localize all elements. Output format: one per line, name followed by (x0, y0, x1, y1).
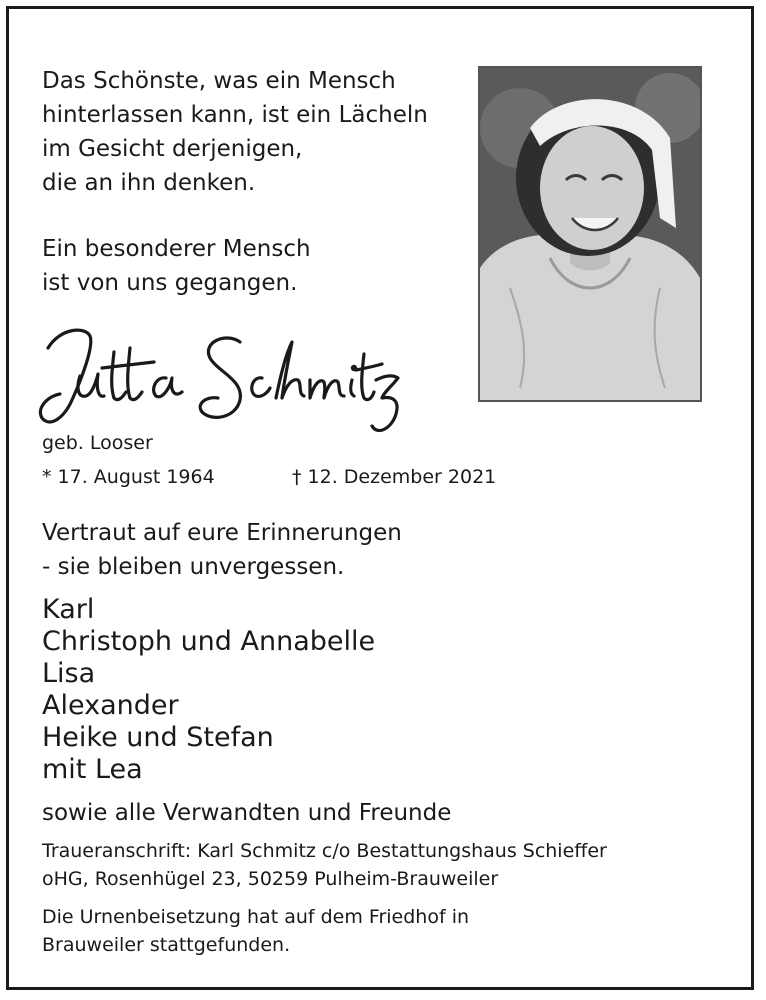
portrait-photo (478, 66, 702, 402)
quote-line: Das Schönste, was ein Mensch (42, 68, 396, 94)
intro-line: ist von uns gegangen. (42, 270, 298, 296)
address-line: oHG, Rosenhügel 23, 50259 Pulheim-Brauweiler (42, 868, 499, 890)
signature-name (30, 318, 410, 438)
burial-line: Die Urnenbeisetzung hat auf dem Friedhof in (42, 906, 470, 928)
burial-line: Brauweiler stattgefunden. (42, 934, 291, 956)
mourner-name: Lisa (42, 658, 96, 689)
birth-date: * 17. August 1964 (42, 466, 215, 488)
portrait-illustration (480, 68, 700, 400)
mourner-name: Alexander (42, 690, 179, 721)
mourner-name: Karl (42, 594, 95, 625)
memory-line: Vertraut auf eure Erinnerungen (42, 520, 402, 546)
birth-name: geb. Looser (42, 432, 153, 454)
quote-line: die an ihn denken. (42, 170, 256, 196)
mourner-name: mit Lea (42, 754, 143, 785)
mourner-name: Christoph und Annabelle (42, 626, 376, 657)
quote-line: im Gesicht derjenigen, (42, 136, 303, 162)
memory-line: - sie bleiben unvergessen. (42, 554, 345, 580)
mourner-name: Heike und Stefan (42, 722, 274, 753)
quote-line: hinterlassen kann, ist ein Lächeln (42, 102, 428, 128)
death-date: † 12. Dezember 2021 (292, 466, 497, 488)
intro-line: Ein besonderer Mensch (42, 236, 311, 262)
relatives-line: sowie alle Verwandten und Freunde (42, 800, 452, 826)
address-line: Traueranschrift: Karl Schmitz c/o Bestattungshaus Schieffer (42, 840, 607, 862)
